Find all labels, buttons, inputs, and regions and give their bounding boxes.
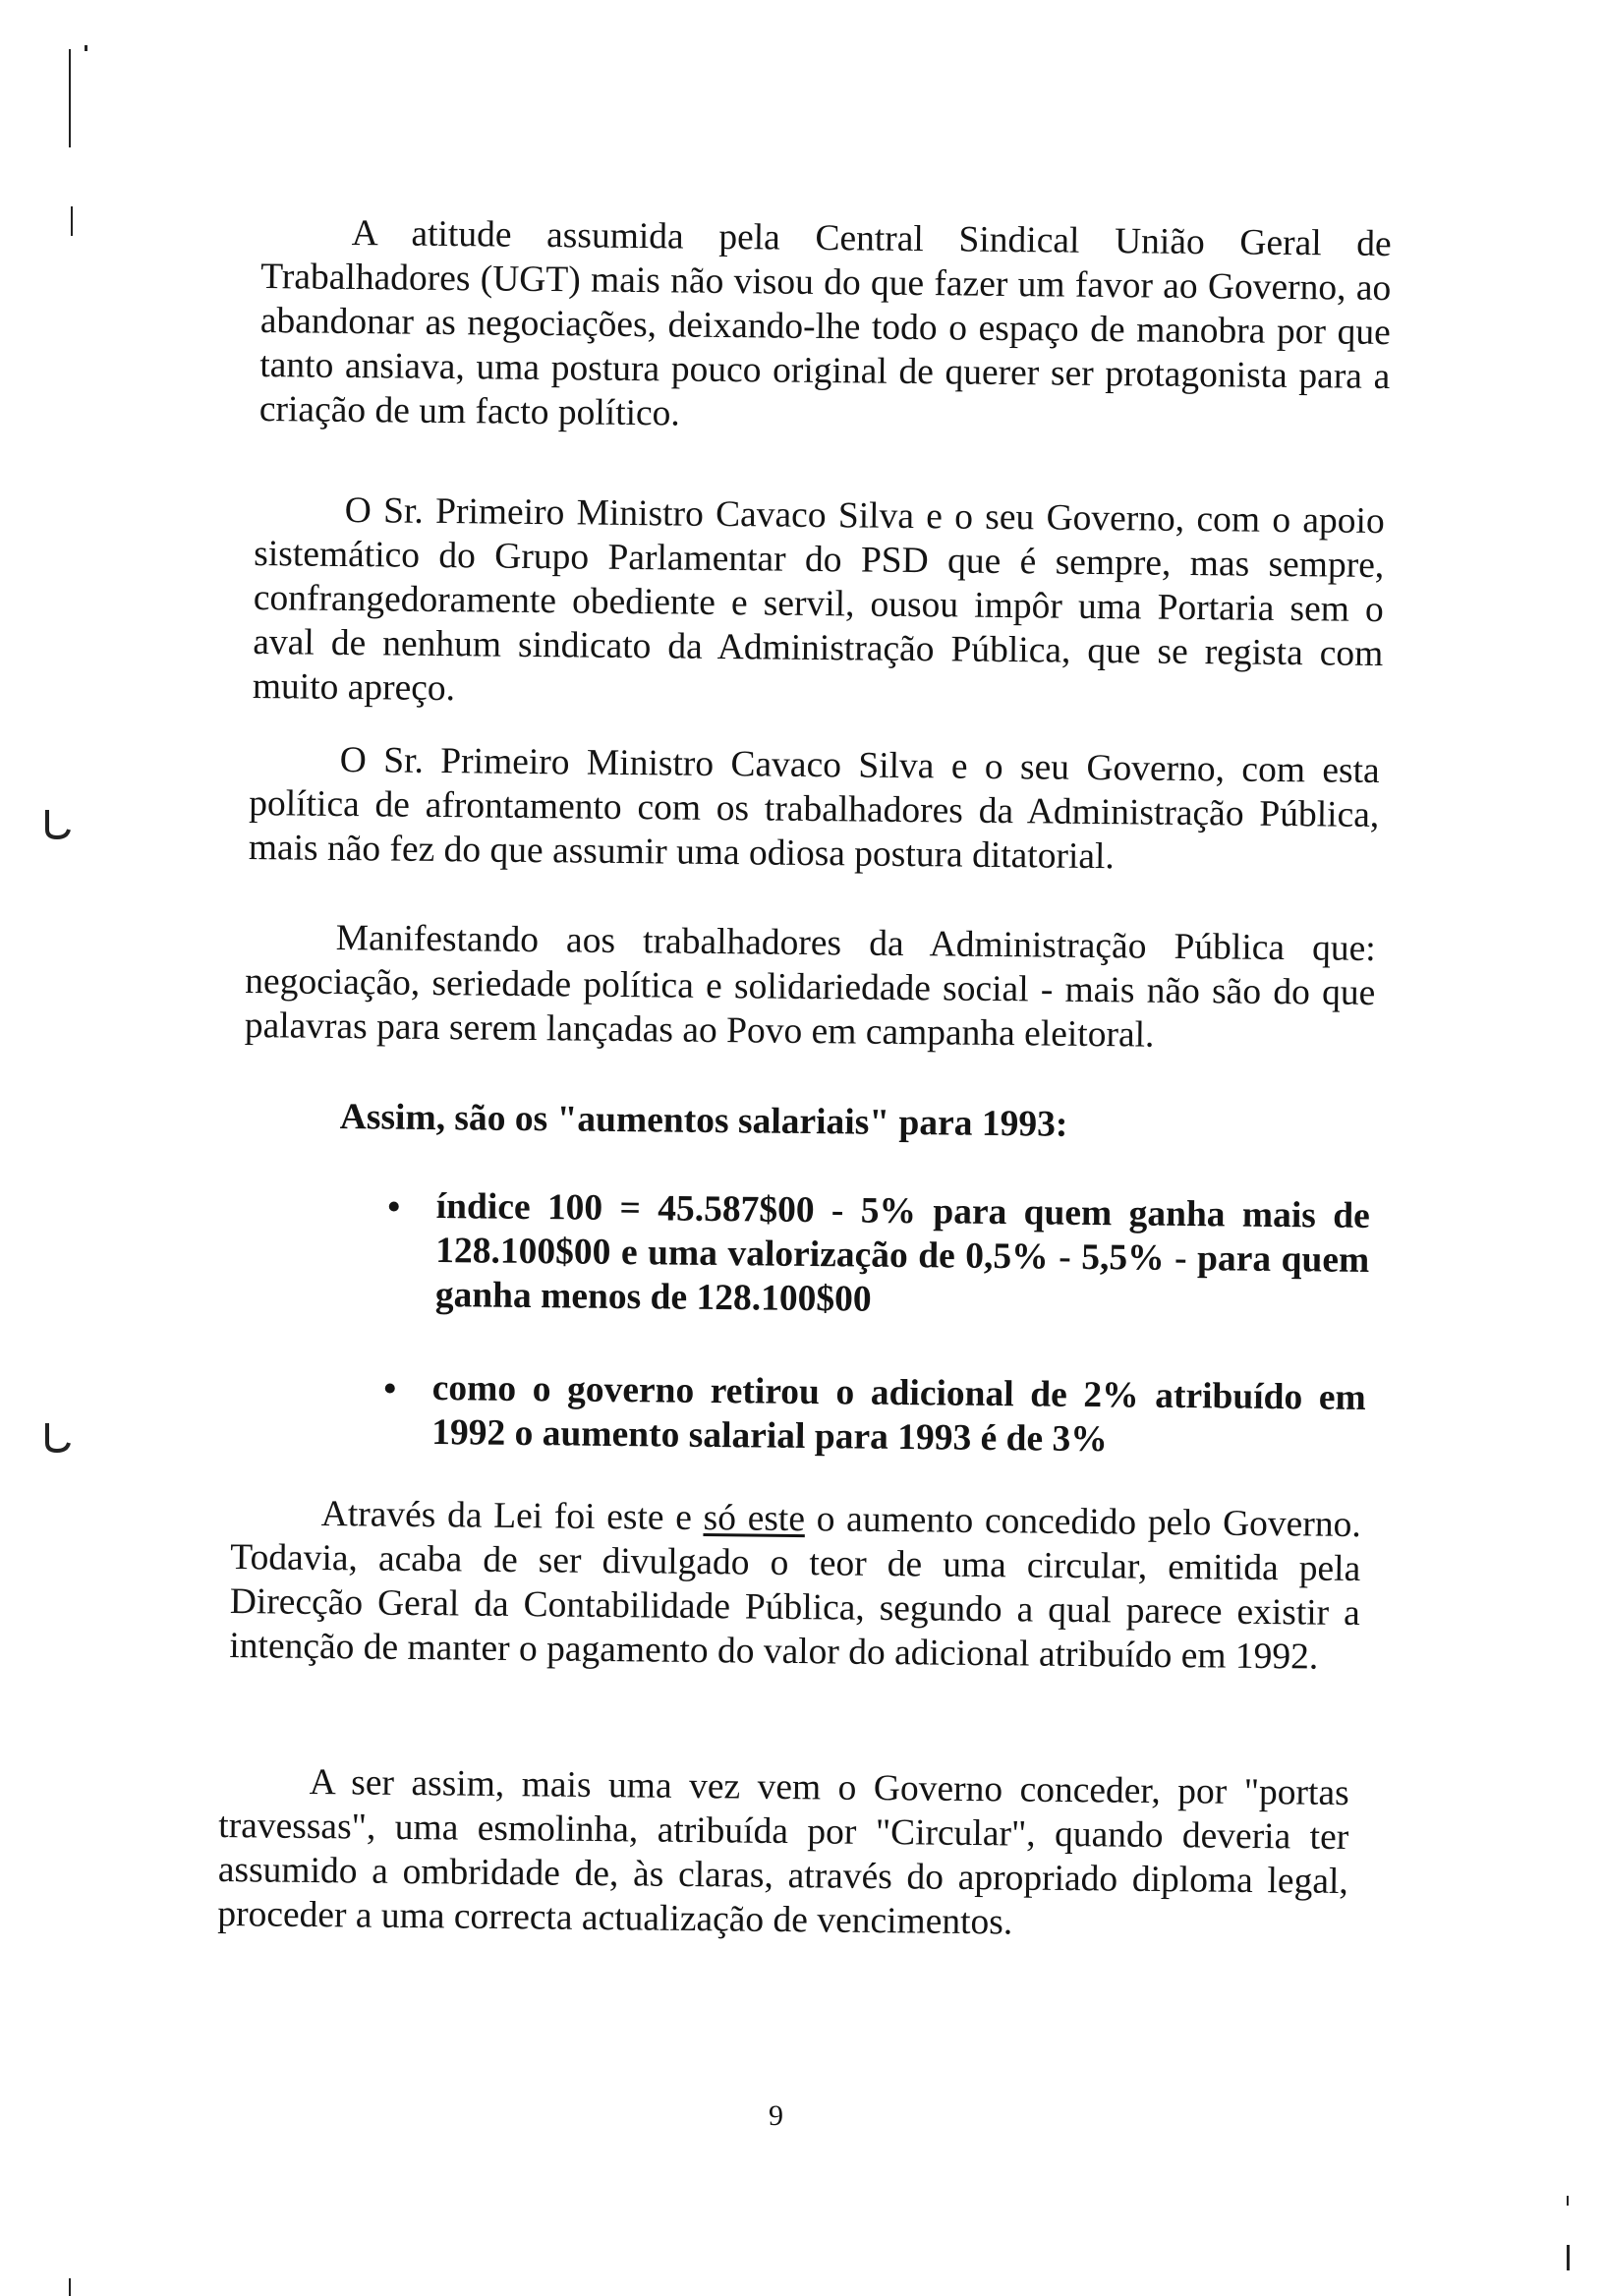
paragraph-cavaco-afrontamento: O Sr. Primeiro Ministro Cavaco Silva e o seu Governo, com esta política de afrontamento com os trabalhadores da Administração Pública, mais não fez do que assumir uma odiosa postura ditatorial. — [248, 739, 1380, 878]
paragraph-cavaco-portaria: O Sr. Primeiro Ministro Cavaco Silva e o seu Governo, com o apoio sistemático do Grupo Parlamentar do PSD que é sempre, mas sempre, confrangedoramente obediente e servil, ousou impôr uma Portaria sem o aval de nenhum sindicato da Administração Pública, que se regista com muito apreço. — [252, 489, 1385, 710]
paragraph-lei-end: o aumento concedido pelo Governo. Todavia, acaba de ser divulgado o teor de uma circular, emitida pela Direcção Geral da Contabilidade Pública, segundo a qual parece existir a intenção de manter o pagamento do valor do adicional atribuído em 1992. — [229, 1499, 1361, 1678]
scan-mark — [69, 49, 71, 147]
paragraph-manifestando: Manifestando aos trabalhadores da Administração Pública que: negociação, seriedade política e solidariedade social - mais não são do que palavras para serem lançadas ao Povo em campanha eleitoral. — [244, 917, 1376, 1056]
scan-mark — [85, 45, 87, 51]
paragraph-ugt: A atitude assumida pela Central Sindical União Geral de Trabalhadores (UGT) mais não visou do que fazer um favor ao Governo, ao abandonar as negociações, deixando-lhe todo o espaço de manobra por que tanto ansiava, uma postura pouco original de querer ser protagonista para a criação de um facto político. — [258, 212, 1392, 434]
scan-mark — [69, 2278, 71, 2296]
binding-hole-mark — [43, 1421, 73, 1455]
list-item — [435, 1184, 1370, 1327]
binding-hole-mark — [43, 808, 73, 841]
paragraph-portas-travessas: A ser assim, mais uma vez vem o Governo conceder, por "portas travessas", uma esmolinha, atribuída por "Circular", quando deveria ter assumido a ombridade de, às claras, através do apropriado diploma legal, proceder a uma correcta actualização de vencimentos. — [217, 1761, 1349, 1943]
paragraph-lei — [229, 1491, 1361, 1680]
bullet-icon — [385, 1383, 395, 1393]
bullet-text: como o governo retirou o adicional de 2% atribuído em 1992 o aumento salarial para 1993 é de 3% — [431, 1367, 1366, 1461]
underlined-emphasis: só este — [703, 1498, 806, 1540]
section-heading: Assim, são os "aumentos salariais" para 1993: — [339, 1096, 1068, 1145]
list-item — [431, 1366, 1366, 1464]
bullet-text: índice 100 = 45.587$00 - 5% para quem ganha mais de 128.100$00 e uma valorização de 0,5% - 5,5% - para quem ganha menos de 128.100$00 — [434, 1185, 1370, 1320]
bullet-icon — [389, 1201, 399, 1211]
paragraph-lei-start: Através da Lei foi este e — [320, 1493, 704, 1539]
scan-mark — [1567, 2245, 1570, 2270]
page-number: 9 — [769, 2099, 783, 2132]
scan-mark — [1567, 2196, 1569, 2206]
scan-mark — [71, 206, 73, 236]
